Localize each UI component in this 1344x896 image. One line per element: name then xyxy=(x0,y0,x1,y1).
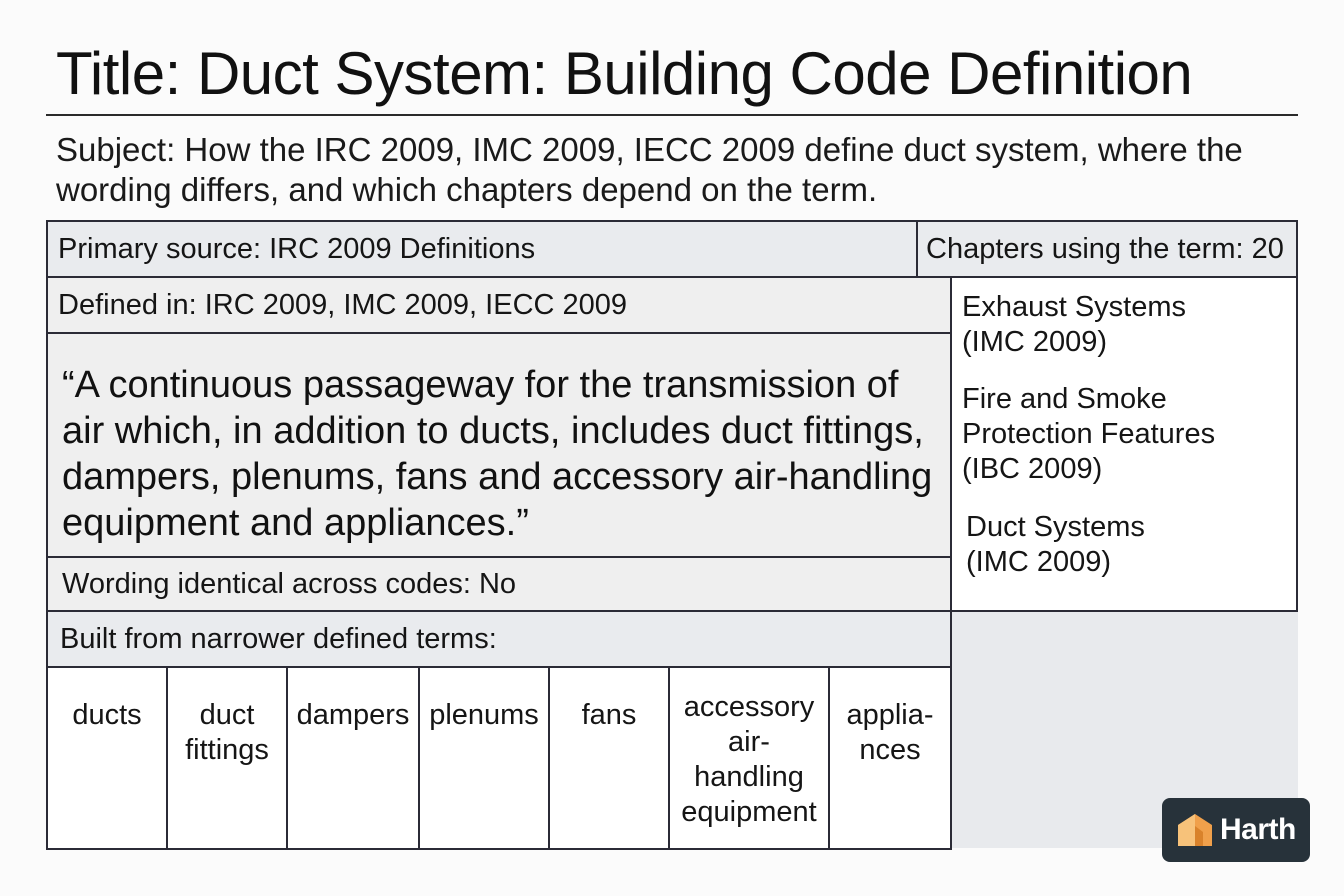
term-label: accessory air-handling equipment xyxy=(681,691,817,828)
term-cell xyxy=(288,668,420,848)
chapter-code: (IBC 2009) xyxy=(962,453,1103,485)
terms-row xyxy=(46,666,952,850)
subject-text: Subject: How the IRC 2009, IMC 2009, IECC 2009 define duct system, where the wording differs, and which chapters depend on the term. xyxy=(56,131,1243,208)
chapter-item xyxy=(962,382,1262,487)
title-divider xyxy=(46,114,1298,116)
definition-table xyxy=(46,220,1298,848)
term-cell xyxy=(420,668,550,848)
chapter-name: Fire and Smoke Protection Features xyxy=(962,383,1216,450)
term-label: fans xyxy=(581,699,637,731)
chapter-name: Duct Systems xyxy=(966,511,1145,543)
term-cell xyxy=(550,668,670,848)
harth-logo-icon xyxy=(1176,812,1214,848)
wording-identical-cell xyxy=(46,556,952,612)
definition-cell xyxy=(46,332,952,558)
built-from-cell xyxy=(46,610,952,668)
term-label: plenums xyxy=(429,699,539,731)
chapter-name: Exhaust Systems xyxy=(962,291,1187,323)
definition-quote: “A continuous passageway for the transmission of air which, in addition to ducts, includes duct fittings, dampers, plenums, fans and accessory air-handling equipment and appliances.” xyxy=(62,364,933,544)
term-cell xyxy=(670,668,830,848)
chapter-item xyxy=(962,290,1186,360)
logo-text: Harth xyxy=(1220,813,1296,846)
defined-in-cell xyxy=(46,276,952,334)
term-label: applia- nces xyxy=(846,699,934,766)
primary-source-label: Primary source: IRC 2009 Definitions xyxy=(58,233,536,265)
term-label: ducts xyxy=(72,699,142,731)
chapters-count-cell xyxy=(916,220,1298,278)
chapters-count-label: Chapters using the term: 20 xyxy=(926,233,1284,265)
wording-identical-label: Wording identical across codes: No xyxy=(62,568,517,600)
chapter-item xyxy=(966,510,1145,580)
harth-logo xyxy=(1162,798,1310,862)
chapter-code: (IMC 2009) xyxy=(962,326,1108,358)
chapter-code: (IMC 2009) xyxy=(966,546,1112,578)
term-label: dampers xyxy=(296,699,410,731)
term-label: duct fittings xyxy=(185,699,269,766)
term-cell xyxy=(48,668,168,848)
defined-in-label: Defined in: IRC 2009, IMC 2009, IECC 2009 xyxy=(58,289,628,321)
term-cell xyxy=(168,668,288,848)
term-cell xyxy=(830,668,950,848)
primary-source-cell xyxy=(46,220,918,278)
chapters-list xyxy=(950,276,1298,612)
built-from-label: Built from narrower defined terms: xyxy=(60,623,497,655)
page-title: Title: Duct System: Building Code Definition xyxy=(56,40,1193,107)
